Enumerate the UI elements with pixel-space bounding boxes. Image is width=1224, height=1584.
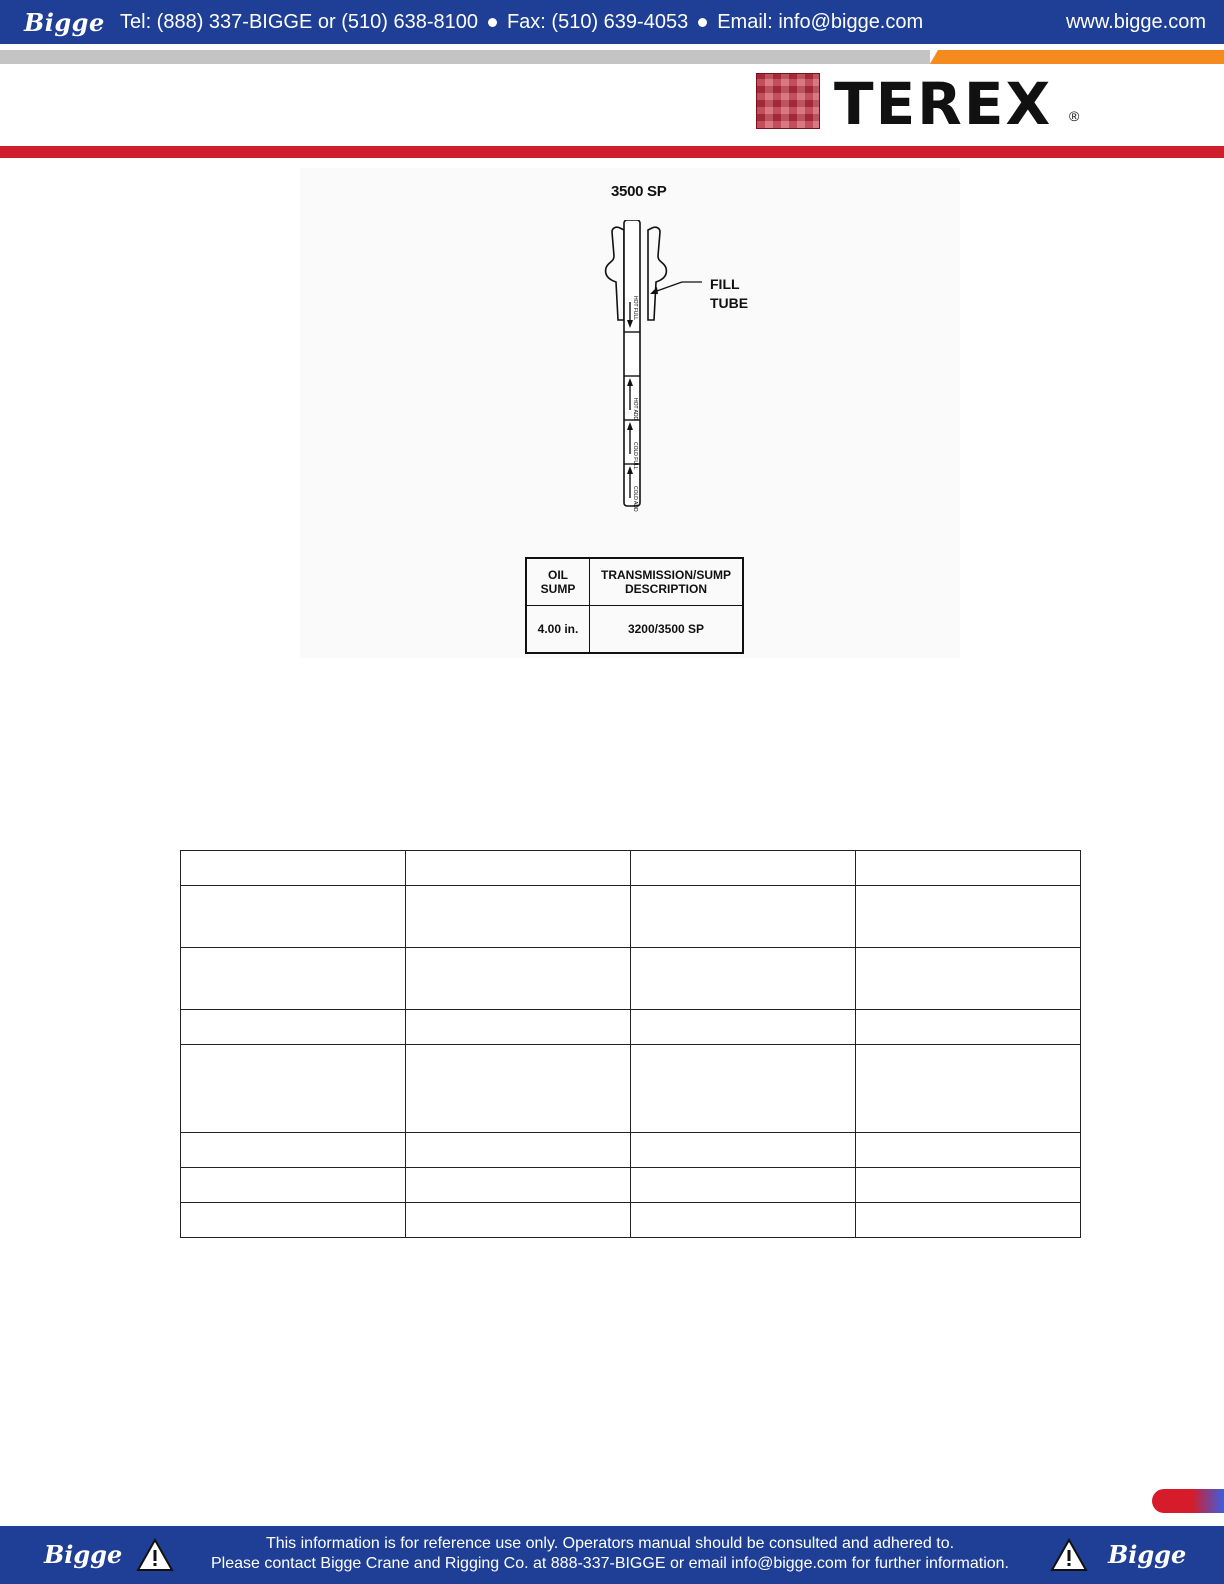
top-header-bar — [0, 0, 1224, 44]
table-cell — [856, 1133, 1081, 1168]
table-row — [181, 1168, 1081, 1203]
table-row — [181, 1203, 1081, 1238]
terex-emblem-icon — [756, 73, 820, 129]
table-cell — [406, 948, 631, 1010]
disclaimer-line: This information is for reference use only. Operators manual should be consulted and adhered to. — [265, 1535, 955, 1552]
table-row — [181, 1010, 1081, 1045]
table-cell — [181, 948, 406, 1010]
bullet-icon — [698, 18, 707, 27]
cell-description: 3200/3500 SP — [590, 606, 744, 654]
table-cell — [406, 851, 631, 886]
fill-tube-callout — [710, 275, 748, 313]
dipstick-label: COLD FULL — [632, 442, 638, 470]
gray-stripe — [0, 50, 930, 64]
website-link[interactable]: www.bigge.com — [1065, 11, 1206, 33]
dipstick-label: COLD ADD — [632, 486, 638, 512]
table-cell — [631, 851, 856, 886]
callout-line: FILL — [710, 276, 740, 292]
table-row — [181, 1133, 1081, 1168]
phone-text: Tel: (888) 337-BIGGE or (510) 638-8100 — [120, 11, 478, 33]
warning-icon — [1050, 1538, 1088, 1572]
table-cell — [856, 1168, 1081, 1203]
column-header-description: TRANSMISSION/SUMP DESCRIPTION — [590, 558, 744, 606]
orange-stripe-fill — [950, 50, 1224, 64]
bigge-logo: Bigge — [24, 8, 105, 37]
oil-sump-table — [525, 557, 744, 654]
red-divider — [0, 146, 1224, 158]
table-cell — [856, 886, 1081, 948]
disclaimer-line: Please contact Bigge Crane and Rigging Co. at 888-337-BIGGE or email info@bigge.com for further information. — [211, 1555, 1009, 1572]
table-cell — [631, 1010, 856, 1045]
table-row — [181, 1045, 1081, 1133]
table-cell — [856, 948, 1081, 1010]
table-cell — [181, 1168, 406, 1203]
table-cell — [631, 1203, 856, 1238]
table-cell — [856, 1203, 1081, 1238]
table-cell — [181, 851, 406, 886]
registered-mark: ® — [1069, 108, 1080, 124]
table-cell — [631, 1168, 856, 1203]
callout-line: TUBE — [710, 295, 749, 311]
dipstick-label: HOT ADD — [632, 398, 638, 421]
table-row — [181, 886, 1081, 948]
disclaimer — [180, 1534, 1040, 1574]
column-header-oil-sump: OIL SUMP — [526, 558, 590, 606]
footer-bar — [0, 1526, 1224, 1584]
table-cell — [406, 886, 631, 948]
table-cell — [856, 1010, 1081, 1045]
table-row — [181, 948, 1081, 1010]
terex-logo: TEREX — [834, 70, 1053, 138]
bigge-logo: Bigge — [1108, 1540, 1187, 1569]
table-cell — [406, 1203, 631, 1238]
contact-info — [120, 11, 923, 34]
figure-title: 3500 SP — [611, 183, 667, 200]
table-cell — [631, 1133, 856, 1168]
table-cell — [856, 1045, 1081, 1133]
page-tab — [1152, 1489, 1224, 1513]
callout-leader — [650, 282, 702, 294]
bullet-icon — [488, 18, 497, 27]
table-row — [181, 851, 1081, 886]
table-cell — [406, 1168, 631, 1203]
fill-tube-housing — [606, 227, 624, 320]
table-cell — [631, 1045, 856, 1133]
table-cell — [406, 1045, 631, 1133]
table-cell — [631, 886, 856, 948]
bigge-logo: Bigge — [44, 1540, 123, 1569]
fax-text: Fax: (510) 639-4053 — [506, 11, 689, 33]
fill-tube-diagram — [590, 220, 770, 520]
table-cell — [406, 1010, 631, 1045]
table-cell — [181, 1045, 406, 1133]
table-cell — [181, 1133, 406, 1168]
table-cell — [631, 948, 856, 1010]
table-cell — [856, 851, 1081, 886]
email-link[interactable]: Email: info@bigge.com — [717, 11, 924, 33]
warning-icon — [136, 1538, 174, 1572]
table-cell — [181, 886, 406, 948]
table-cell — [406, 1133, 631, 1168]
table-cell — [181, 1203, 406, 1238]
cell-oil-sump: 4.00 in. — [526, 606, 590, 654]
table-cell — [181, 1010, 406, 1045]
empty-data-table — [180, 850, 1081, 1238]
dipstick-label: HOT FULL — [632, 296, 638, 321]
fill-tube-housing-right — [648, 227, 666, 320]
